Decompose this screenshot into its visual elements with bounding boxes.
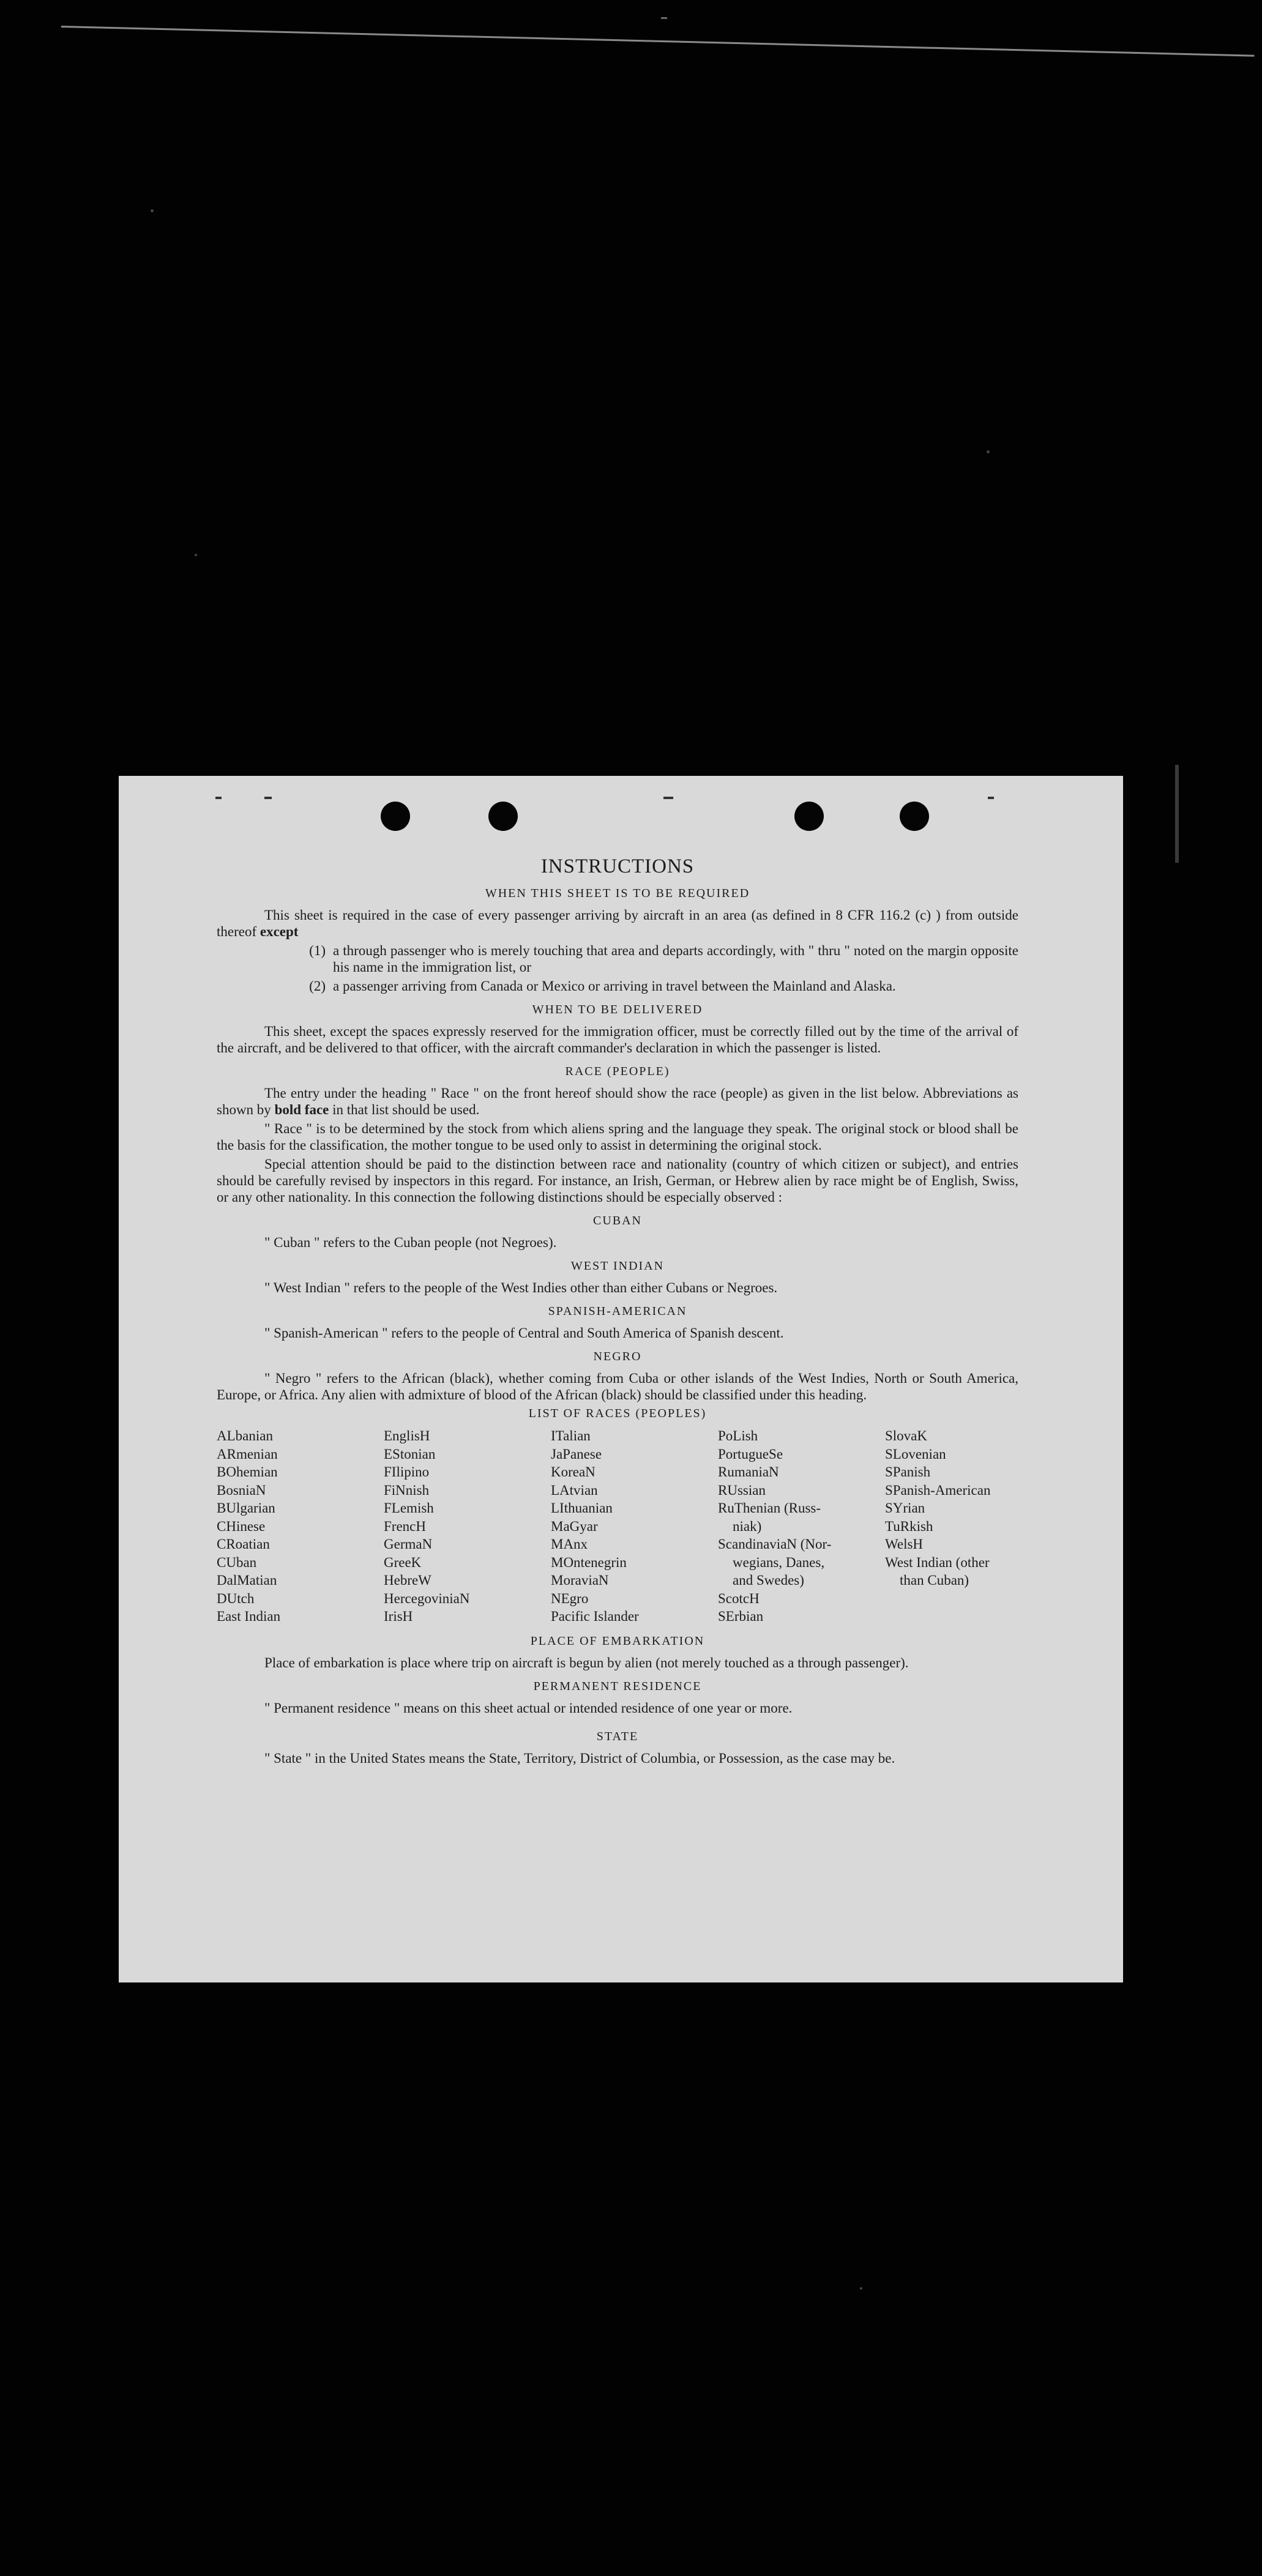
race-entry: SYrian xyxy=(885,1500,925,1516)
race-entry: ScotcH xyxy=(718,1590,760,1606)
race-entry: SPanish-American xyxy=(885,1482,991,1498)
race-entry: LAtvian xyxy=(551,1482,598,1498)
race-entry: RumaniaN xyxy=(718,1464,779,1480)
section-heading-embarkation: PLACE OF EMBARKATION xyxy=(530,1634,705,1648)
race-entry: JaPanese xyxy=(551,1446,602,1462)
race-column xyxy=(217,1427,384,1626)
race-entry: FIlipino xyxy=(384,1464,430,1480)
paragraph xyxy=(217,907,1018,940)
race-entry-continued: wegians, Danes, xyxy=(733,1554,825,1570)
scan-mark xyxy=(661,17,667,19)
item-text: a passenger arriving from Canada or Mexico or arriving in travel between the Mainland and Alaska. xyxy=(333,978,896,994)
race-entry: HercegoviniaN xyxy=(384,1590,470,1606)
punch-hole xyxy=(794,802,824,831)
punch-hole xyxy=(488,802,518,831)
race-entry: RuThenian (Russ- xyxy=(718,1500,821,1516)
race-entry: FrencH xyxy=(384,1518,426,1534)
race-entry: NEgro xyxy=(551,1590,589,1606)
race-entry: ScandinaviaN (Nor- xyxy=(718,1536,832,1552)
race-entry: WelsH xyxy=(885,1536,924,1552)
race-entry: PortugueSe xyxy=(718,1446,783,1462)
race-text-end: in that list should be used. xyxy=(332,1102,480,1117)
paragraph: Place of embarkation is place where trip on aircraft is begun by alien (not merely touched as a through passenger). xyxy=(264,1655,909,1670)
paragraph: " Spanish-American " refers to the people of Central and South America of Spanish descent. xyxy=(264,1325,784,1341)
race-entry: SPanish xyxy=(885,1464,931,1480)
race-entry: FiNnish xyxy=(384,1482,430,1498)
paragraph: This sheet, except the spaces expressly reserved for the immigration officer, must be correctly filled out by the time of the arrival of the aircraft, and be delivered to that officer, with the aircraft commander's declaration in which the passenger is listed. xyxy=(217,1024,1018,1055)
race-column xyxy=(718,1427,885,1626)
race-entry: EStonian xyxy=(384,1446,436,1462)
paragraph: " Cuban " refers to the Cuban people (not Negroes). xyxy=(264,1235,557,1250)
list-item xyxy=(217,942,1018,975)
paragraph: " State " in the United States means the State, Territory, District of Columbia, or Possession, as the case may be. xyxy=(264,1750,895,1766)
scan-mark xyxy=(663,797,673,799)
instructions-body xyxy=(217,855,1018,1769)
race-entry: SlovaK xyxy=(885,1428,927,1443)
section-heading-list-of-races: LIST OF RACES (PEOPLES) xyxy=(528,1407,707,1420)
race-entry: SErbian xyxy=(718,1609,764,1624)
section-heading-negro: NEGRO xyxy=(593,1350,642,1363)
race-entry: DalMatian xyxy=(217,1573,277,1588)
race-entry-continued: and Swedes) xyxy=(733,1573,804,1588)
race-entry: RUssian xyxy=(718,1482,766,1498)
race-entry: KoreaN xyxy=(551,1464,596,1480)
bold-face-text: bold face xyxy=(274,1102,329,1117)
race-entry: East Indian xyxy=(217,1609,281,1624)
list-item xyxy=(217,978,1018,994)
section-heading-spanish-american: SPANISH-AMERICAN xyxy=(548,1305,687,1318)
punch-hole xyxy=(381,802,410,831)
race-entry: HebreW xyxy=(384,1573,431,1588)
paragraph: Special attention should be paid to the distinction between race and nationality (country of which citizen or subject), and entries should be carefully revised by inspectors in this regard. For instance, an Irish, German, or Hebrew alien by race might be of English, Swiss, or any other nationality. In this connection the following distinctions should be especially observed : xyxy=(217,1156,1018,1205)
race-entry: IrisH xyxy=(384,1609,413,1624)
race-entry: EnglisH xyxy=(384,1428,430,1443)
instruction-sheet xyxy=(119,776,1123,1982)
race-list xyxy=(217,1427,1018,1626)
scan-mark xyxy=(215,797,222,799)
race-column xyxy=(384,1427,551,1626)
section-heading-when-required: WHEN THIS SHEET IS TO BE REQUIRED xyxy=(485,887,750,900)
race-entry: GreeK xyxy=(384,1554,422,1570)
race-entry: MaGyar xyxy=(551,1518,598,1534)
race-entry: ARmenian xyxy=(217,1446,278,1462)
race-entry: MOntenegrin xyxy=(551,1554,627,1570)
race-entry: MAnx xyxy=(551,1536,588,1552)
race-entry-continued: than Cuban) xyxy=(900,1573,969,1588)
paragraph: " Negro " refers to the African (black), whether coming from Cuba or other islands of the West Indies, North or South America, Europe, or Africa. Any alien with admixture of blood of the African (black) should be classified under this heading. xyxy=(217,1371,1018,1402)
section-heading-cuban: CUBAN xyxy=(592,1214,642,1227)
scan-mark xyxy=(264,797,272,799)
race-entry: CHinese xyxy=(217,1518,266,1534)
race-entry: DUtch xyxy=(217,1590,255,1606)
scan-edge-line xyxy=(1175,765,1179,863)
punch-hole xyxy=(900,802,929,831)
item-text: a through passenger who is merely touching that area and departs accordingly, with " thru " noted on the margin opposite his name in the immigration list, or xyxy=(333,943,1018,975)
paragraph: " West Indian " refers to the people of the West Indies other than either Cubans or Negroes. xyxy=(264,1280,778,1295)
section-heading-west-indian: WEST INDIAN xyxy=(570,1259,665,1273)
scan-speck xyxy=(195,554,197,556)
paragraph: " Permanent residence " means on this sheet actual or intended residence of one year or more. xyxy=(264,1700,793,1716)
race-entry: TuRkish xyxy=(885,1518,933,1534)
race-entry: ITalian xyxy=(551,1428,591,1443)
race-column xyxy=(551,1427,718,1626)
item-number: (2) xyxy=(309,978,326,994)
item-number: (1) xyxy=(309,943,326,958)
intro-text: This sheet is required in the case of every passenger arriving by aircraft in an area (as defined in 8 CFR 116.2 (c) ) from outside thereof xyxy=(217,907,1018,939)
paragraph: " Race " is to be determined by the stock from which aliens spring and the language they speak. The original stock or blood shall be the basis for the classification, the mother tongue to be used only to assist in determining the original stock. xyxy=(217,1121,1018,1153)
page-title: INSTRUCTIONS xyxy=(540,855,695,877)
emphasis-except: except xyxy=(259,924,299,939)
race-column xyxy=(885,1427,1026,1626)
race-entry: Pacific Islander xyxy=(551,1609,639,1624)
race-entry: MoraviaN xyxy=(551,1573,609,1588)
race-entry: CUban xyxy=(217,1554,257,1570)
race-entry: FLemish xyxy=(384,1500,434,1516)
race-entry: BosniaN xyxy=(217,1482,266,1498)
section-heading-state: STATE xyxy=(596,1729,639,1743)
race-entry: CRoatian xyxy=(217,1536,270,1552)
race-entry: West Indian (other xyxy=(885,1554,990,1570)
race-entry: BUlgarian xyxy=(217,1500,275,1516)
section-heading-when-delivered: WHEN TO BE DELIVERED xyxy=(532,1003,703,1016)
race-entry-continued: niak) xyxy=(733,1518,762,1534)
scan-speck xyxy=(151,209,154,212)
scan-mark xyxy=(988,797,994,799)
scan-speck xyxy=(987,450,990,453)
race-entry: GermaN xyxy=(384,1536,433,1552)
race-entry: LIthuanian xyxy=(551,1500,613,1516)
section-heading-race: RACE (PEOPLE) xyxy=(565,1065,670,1078)
race-entry: PoLish xyxy=(718,1428,758,1443)
section-heading-residence: PERMANENT RESIDENCE xyxy=(533,1679,702,1693)
paragraph xyxy=(217,1085,1018,1118)
scan-top-rule xyxy=(61,26,1254,57)
race-entry: SLovenian xyxy=(885,1446,946,1462)
race-text: The entry under the heading " Race " on the front hereof should show the race (people) as given in the list below. Abbreviations as shown by xyxy=(217,1085,1018,1117)
race-entry: ALbanian xyxy=(217,1428,273,1443)
scan-speck xyxy=(860,2287,862,2290)
race-entry: BOhemian xyxy=(217,1464,278,1480)
